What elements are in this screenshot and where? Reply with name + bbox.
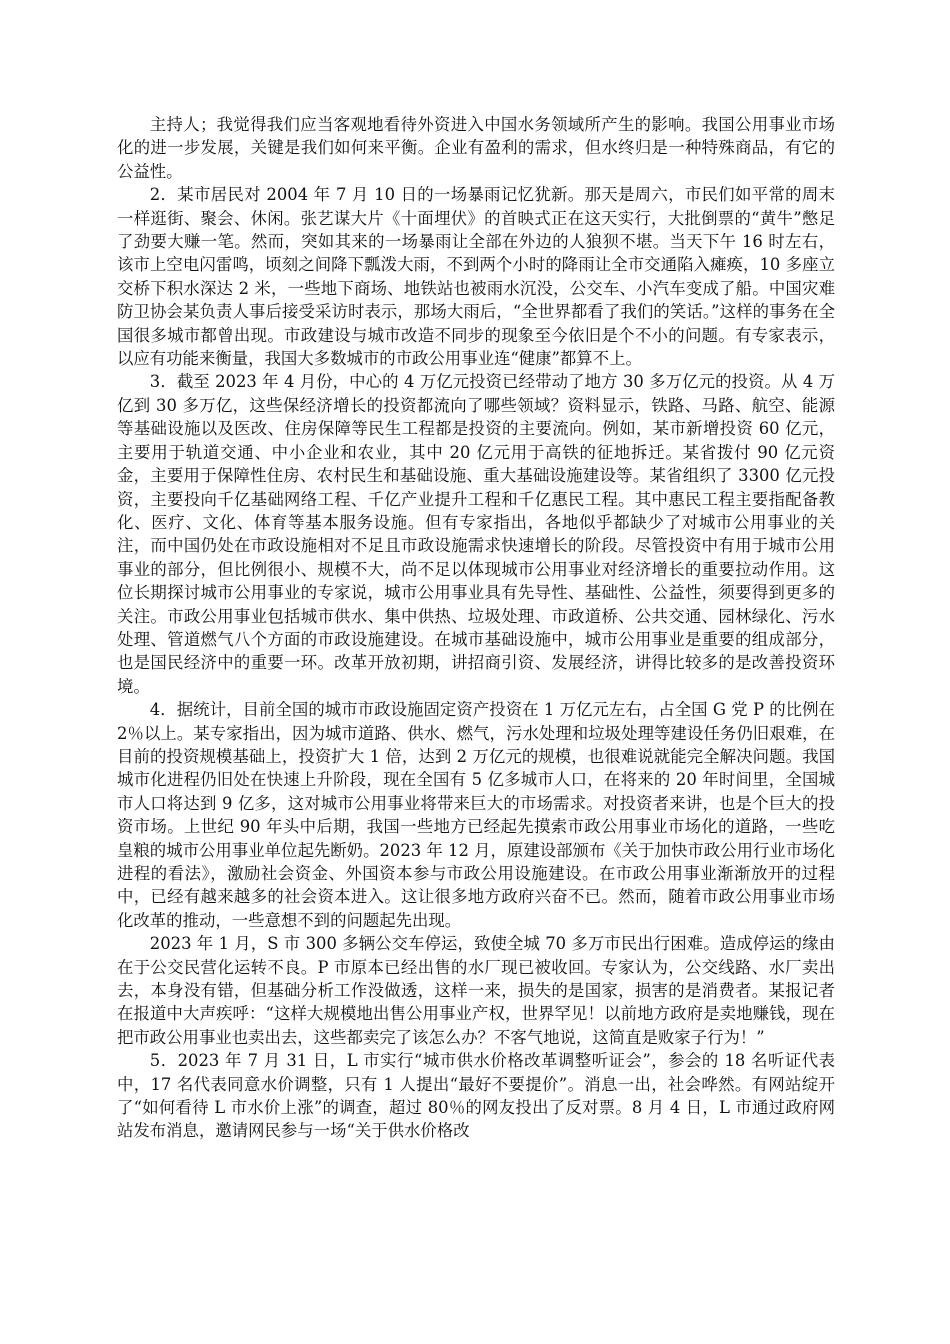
- paragraph-4-statistics: 4．据统计，目前全国的城市市政设施固定资产投资在 1 万亿元左右，占全国 G 党 P 的比例在 2％以上。某专家指出，因为城市道路、供水、燃气，污水处理和垃圾处理等建设任务仍旧艰难，在目前的投资规模基础上，投资扩大 1 倍，达到 2 万亿元的规模，也很难说就能完全解决问题。我国城市化进程仍旧处在快速上升阶段，现在全国有 5 亿多城市人口，在将来的 20 年时间里，全国城市人口将达到 9 亿多，这对城市公用事业将带来巨大的市场需求。对投资者来讲，也是个巨大的投资市场。上世纪 90 年头中后期，我国一些地方已经起先摸索市政公用事业市场化的道路，一些吃皇粮的城市公用事业单位起先断奶。2023 年 12 月，原建设部颁布《关于加快市政公用行业市场化进程的看法》，激励社会资金、外国资本参与市政公用设施建设。在市政公用事业渐渐放开的过程中，已经有越来越多的社会资本进入。这让很多地方政府兴奋不已。然而，随着市政公用事业市场化改革的推动，一些意想不到的问题起先出现。: [117, 700, 835, 930]
- paragraph-bus-suspension: 2023 年 1 月，S 市 300 多辆公交车停运，致使全城 70 多万市民出行困难。造成停运的缘由在于公交民营化运转不良。P 市原本已经出售的水厂现已被收回。专家认为，公交线路、水厂卖出去，本身没有错，但基础分析工作没做透，这样一来，损失的是国家，损害的是消费者。某报记者在报道中大声疾呼：“这样大规模地出售公用事业产权，世界罕见！以前地方政府是卖地赚钱，现在把市政公用事业也卖出去，这些都卖完了该怎么办？不客气地说，这简直是败家子行为！”: [117, 934, 835, 1047]
- paragraph-5-water-price-hearing: 5．2023 年 7 月 31 日，L 市实行“城市供水价格改革调整听证会”，参会的 18 名听证代表中，17 名代表同意水价调整，只有 1 人提出“最好不要提价”。消息一出，社会哗然。有网站绽开了“如何看待 L 市水价上涨”的调查，超过 80％的网友投出了反对票。8 月 4 日，L 市通过政府网站发布消息，邀请网民参与一场“关于供水价格改: [117, 1051, 835, 1141]
- document-page: [117, 113, 835, 1143]
- paragraph-host-remark: 主持人；我觉得我们应当客观地看待外资进入中国水务领域所产生的影响。我国公用事业市场化的进一步发展，关键是我们如何来平衡。企业有盈利的需求，但水终归是一种特殊商品，有它的公益性。: [117, 115, 835, 181]
- paragraph-2-rainstorm: 2．某市居民对 2004 年 7 月 10 日的一场暴雨记忆犹新。那天是周六，市民们如平常的周末一样逛街、聚会、休闲。张艺谋大片《十面埋伏》的首映式正在这天实行，大批倒票的“黄牛”憋足了劲要大赚一笔。然而，突如其来的一场暴雨让全部在外边的人狼狈不堪。当天下午 16 时左右，该市上空电闪雷鸣，顷刻之间降下瓢泼大雨，不到两个小时的降雨让全市交通陷入瘫痪，10 多座立交桥下积水深达 2 米，一些地下商场、地铁站也被雨水沉没，公交车、小汽车变成了船。中国灾难防卫协会某负责人事后接受采访时表示，那场大雨后，“全世界都看了我们的笑话。”这样的事务在全国很多城市都曾出现。市政建设与城市改造不同步的现象至今依旧是个不小的问题。有专家表示，以应有功能来衡量，我国大多数城市的市政公用事业连“健康”都算不上。: [117, 185, 835, 369]
- paragraph-3-investment: 3．截至 2023 年 4 月份，中心的 4 万亿元投资已经带动了地方 30 多万亿元的投资。从 4 万亿到 30 多万亿，这些保经济增长的投资都流向了哪些领域？资料显示，铁路、马路、航空、能源等基础设施以及医改、住房保障等民生工程都是投资的主要流向。例如，某市新增投资 60 亿元，主要用于轨道交通、中小企业和农业，其中 20 亿元用于高铁的征地拆迁。某省拨付 90 亿元资金，主要用于保障性住房、农村民生和基础设施、重大基础设施建设等。某省组织了 3300 亿元投资，主要投向千亿基础网络工程、千亿产业提升工程和千亿惠民工程。其中惠民工程主要指配备教化、医疗、文化、体育等基本服务设施。但有专家指出，各地似乎都缺少了对城市公用事业的关注，而中国仍处在市政设施相对不足且市政设施需求快速增长的阶段。尽管投资中有用于城市公用事业的部分，但比例很小、规模不大，尚不足以体现城市公用事业对经济增长的重要拉动作用。这位长期探讨城市公用事业的专家说，城市公用事业具有先导性、基础性、公益性，须要得到更多的关注。市政公用事业包括城市供水、集中供热、垃圾处理、市政道桥、公共交通、园林绿化、污水处理、管道燃气八个方面的市政设施建设。在城市基础设施中，城市公用事业是重要的组成部分，也是国民经济中的重要一环。改革开放初期，讲招商引资、发展经济，讲得比较多的是改善投资环境。: [117, 372, 835, 696]
